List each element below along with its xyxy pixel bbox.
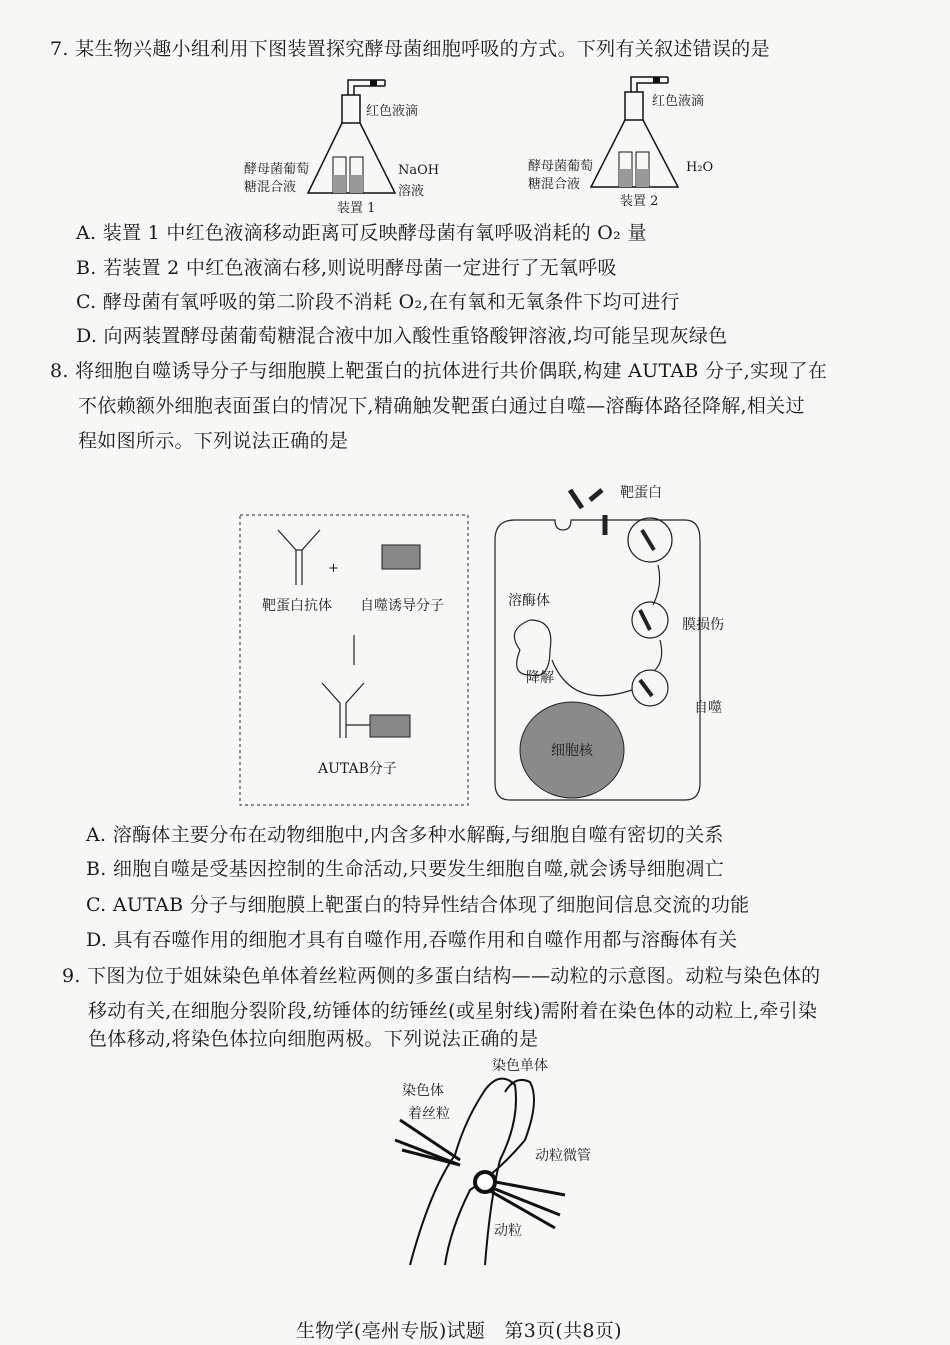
label-autab: AUTAB分子 xyxy=(318,761,397,777)
q7-option-d: D. 向两装置酵母菌葡萄糖混合液中加入酸性重铬酸钾溶液,均可能呈现灰绿色 xyxy=(76,325,728,347)
label-antibody: 靶蛋白抗体 xyxy=(262,598,332,614)
label-red-drop-2: 红色液滴 xyxy=(652,94,705,109)
q8-option-a: A. 溶酶体主要分布在动物细胞中,内含多种水解酶,与细胞自噬有密切的关系 xyxy=(86,824,724,846)
question-8-stem-2: 不依赖额外细胞表面蛋白的情况下,精确触发靶蛋白通过自噬—溶酶体路径降解,相关过 xyxy=(78,395,805,417)
question-8-stem-3: 程如图所示。下列说法正确的是 xyxy=(78,430,349,452)
label-inducer: 自噬诱导分子 xyxy=(360,598,444,614)
label-autophagy: 自噬 xyxy=(694,700,722,716)
label-degrade: 降解 xyxy=(526,670,554,686)
label-solution: 溶液 xyxy=(398,184,425,199)
q7-option-b: B. 若装置 2 中红色液滴右移,则说明酵母菌一定进行了无氧呼吸 xyxy=(76,257,617,279)
label-yeast-1a: 酵母菌葡萄 xyxy=(244,162,310,177)
label-yeast-1b: 糖混合液 xyxy=(244,180,297,195)
label-nucleus: 细胞核 xyxy=(551,743,593,759)
q7-option-c: C. 酵母菌有氧呼吸的第二阶段不消耗 O₂,在有氧和无氧条件下均可进行 xyxy=(76,291,680,313)
plus-sign: + xyxy=(328,561,339,576)
q8-option-d: D. 具有吞噬作用的细胞才具有自噬作用,吞噬作用和自噬作用都与溶酶体有关 xyxy=(86,929,738,951)
label-centromere: 着丝粒 xyxy=(408,1106,450,1122)
label-kinetochore: 动粒 xyxy=(494,1223,522,1239)
question-8-stem-1: 8. 将细胞自噬诱导分子与细胞膜上靶蛋白的抗体进行共价偶联,构建 AUTAB 分子,实现了在 xyxy=(50,360,828,382)
q8-option-c: C. AUTAB 分子与细胞膜上靶蛋白的特异性结合体现了细胞间信息交流的功能 xyxy=(86,894,750,916)
page-footer: 生物学(亳州专版)试题 第3页(共8页) xyxy=(296,1320,622,1342)
question-9-stem-1: 9. 下图为位于姐妹染色单体着丝粒两侧的多蛋白结构——动粒的示意图。动粒与染色体的 xyxy=(62,965,821,987)
label-yeast-2b: 糖混合液 xyxy=(528,177,581,192)
label-red-drop-1: 红色液滴 xyxy=(366,104,419,119)
chromosome-diagram xyxy=(390,1070,610,1270)
question-9-stem-2: 移动有关,在细胞分裂阶段,纺锤体的纺锤丝(或星射线)需附着在染色体的动粒上,牵引染 xyxy=(88,1000,818,1022)
label-water: H₂O xyxy=(686,160,714,175)
label-chromatid: 染色单体 xyxy=(492,1058,548,1074)
label-kinetochore-microtubule: 动粒微管 xyxy=(535,1148,591,1164)
label-lysosome: 溶酶体 xyxy=(508,593,550,609)
question-9-stem-3: 色体移动,将染色体拉向细胞两极。下列说法正确的是 xyxy=(88,1028,539,1050)
caption-device-1: 装置 1 xyxy=(337,201,376,216)
question-7-stem: 7. 某生物兴趣小组利用下图装置探究酵母菌细胞呼吸的方式。下列有关叙述错误的是 xyxy=(50,38,770,60)
label-membrane-damage: 膜损伤 xyxy=(682,617,724,633)
caption-device-2: 装置 2 xyxy=(620,194,659,209)
q7-option-a: A. 装置 1 中红色液滴移动距离可反映酵母菌有氧呼吸消耗的 O₂ 量 xyxy=(76,222,647,244)
q8-option-b: B. 细胞自噬是受基因控制的生命活动,只要发生细胞自噬,就会诱导细胞凋亡 xyxy=(86,858,724,880)
label-yeast-2a: 酵母菌葡萄 xyxy=(528,159,594,174)
label-target-protein: 靶蛋白 xyxy=(620,485,662,501)
flask-device-1-icon xyxy=(300,75,410,200)
label-chromosome: 染色体 xyxy=(402,1083,444,1099)
label-naoh: NaOH xyxy=(398,163,440,178)
autab-diagram xyxy=(230,470,750,810)
